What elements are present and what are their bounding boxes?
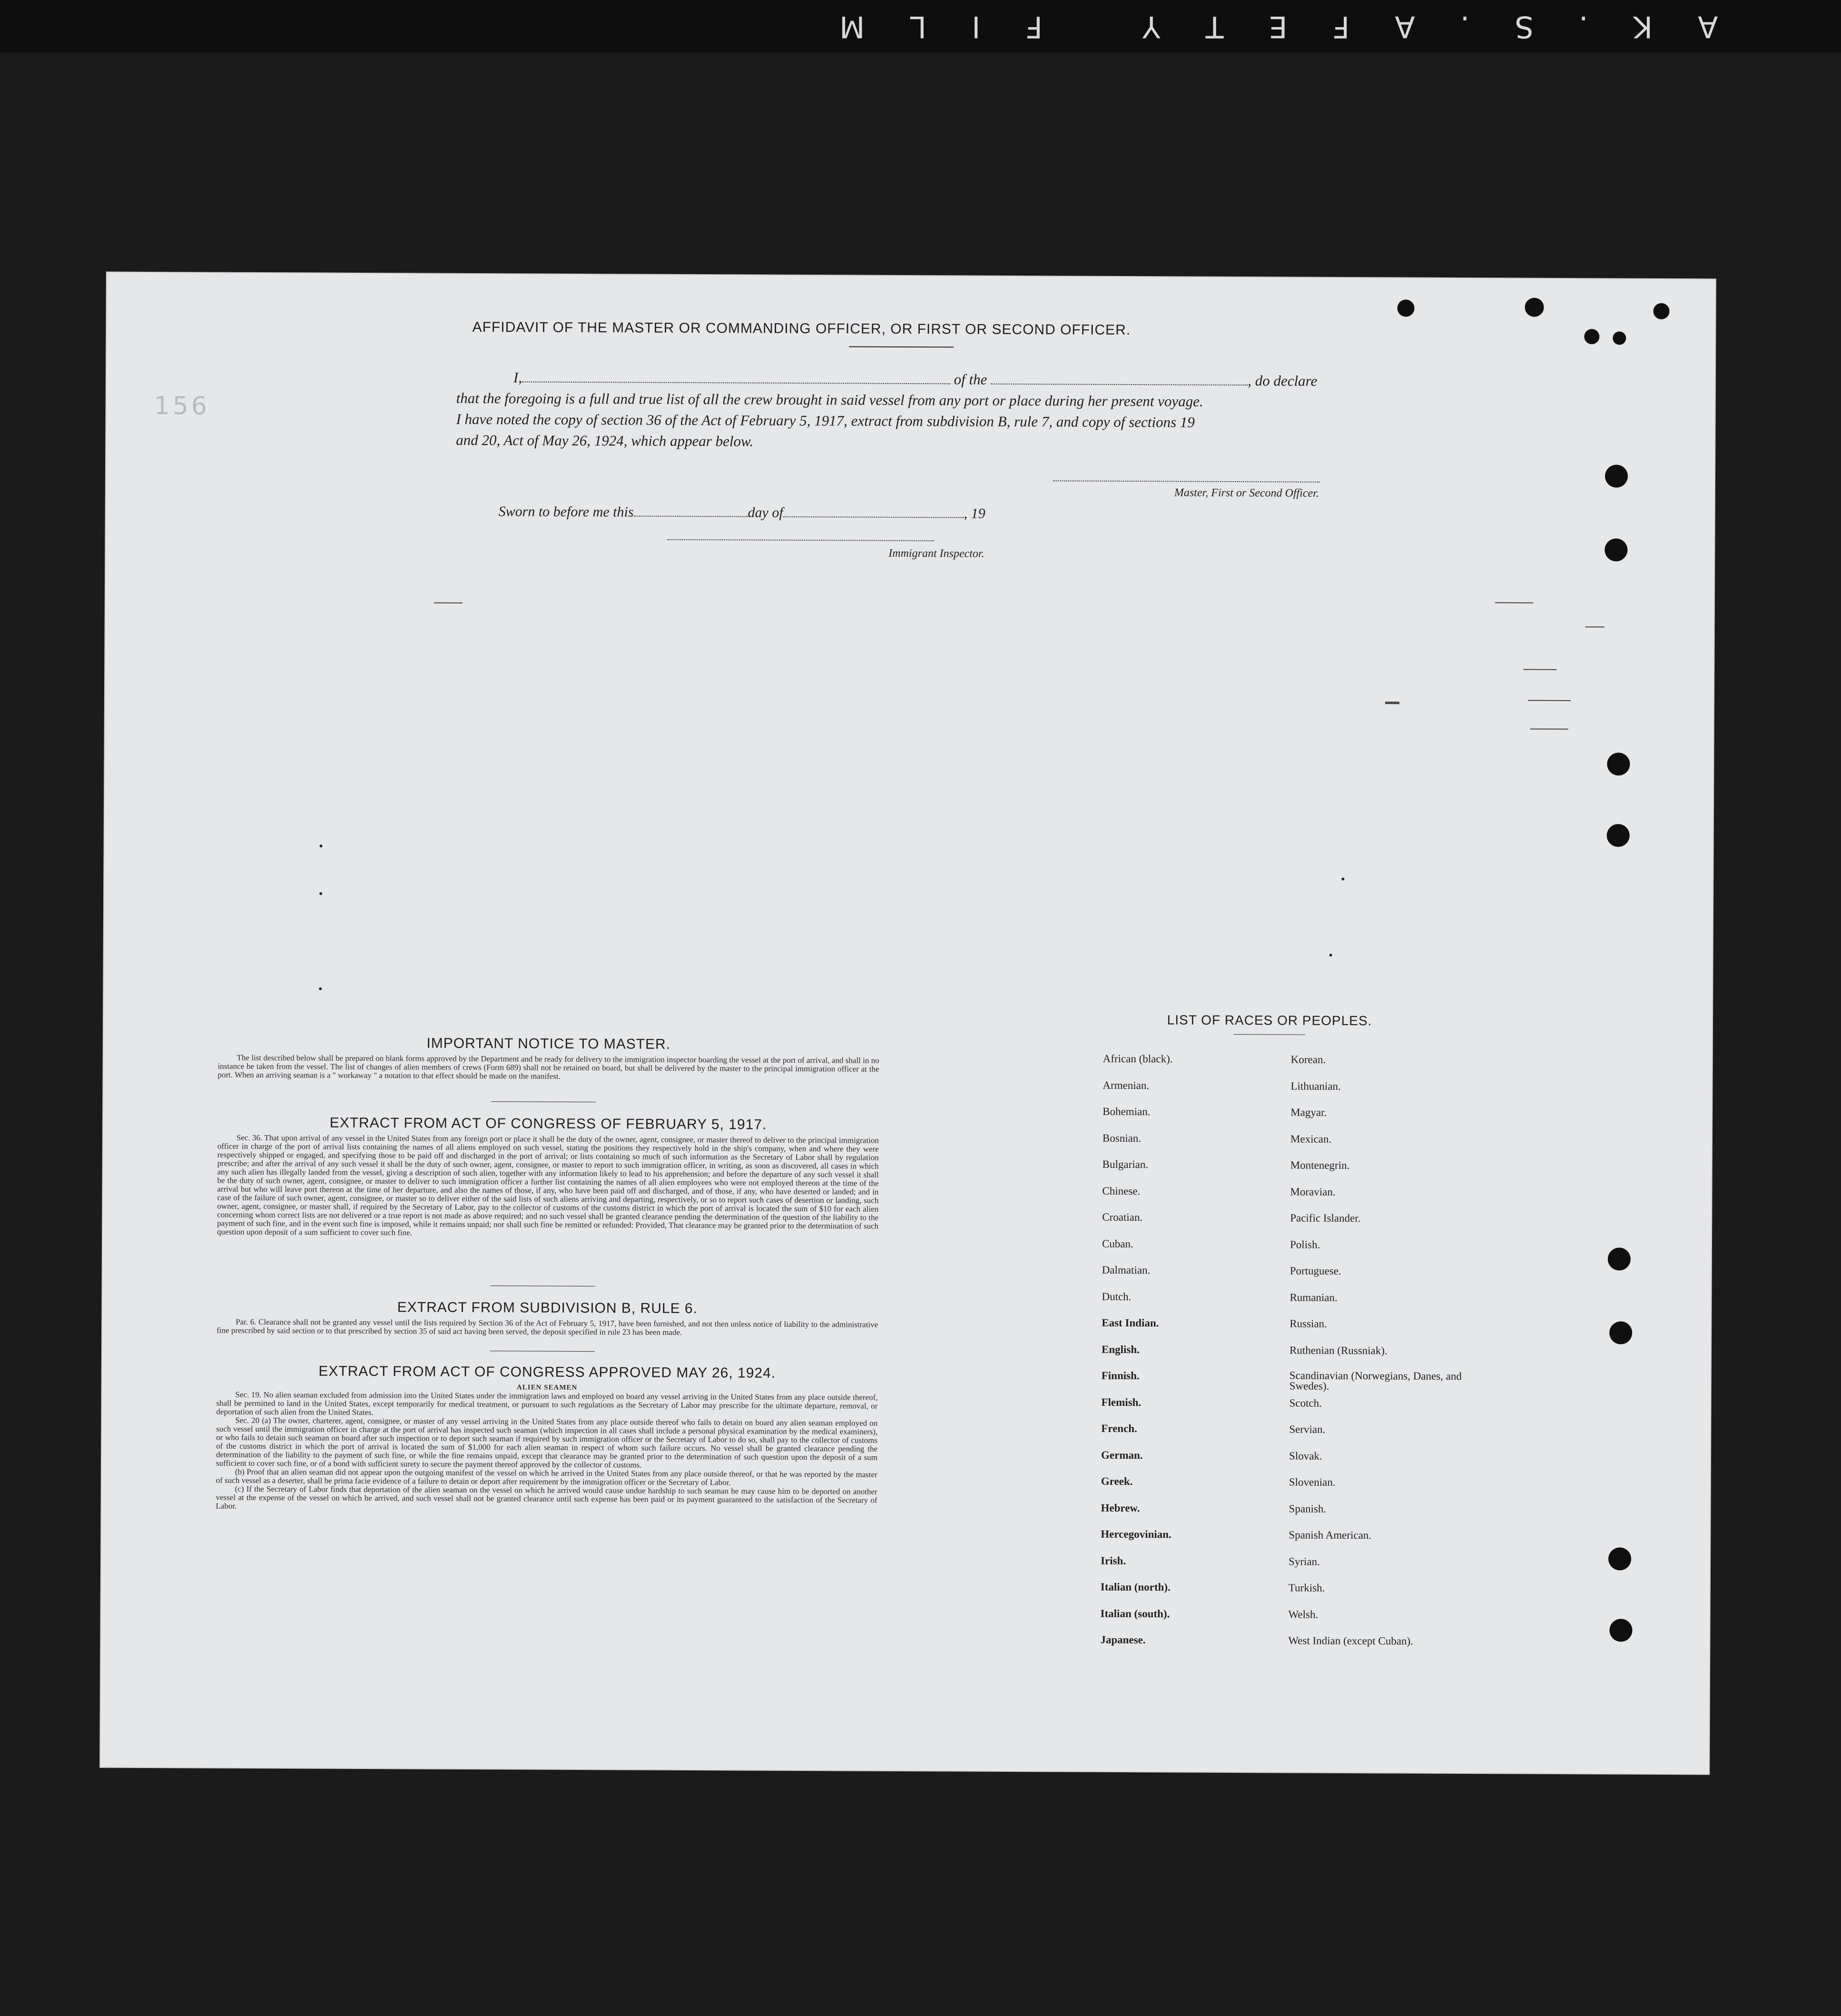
punch-hole bbox=[1525, 298, 1544, 317]
race-item: West Indian (except Cuban). bbox=[1288, 1634, 1413, 1647]
race-item: Croatian. bbox=[1102, 1211, 1143, 1224]
race-item: Dutch. bbox=[1102, 1290, 1132, 1303]
race-item: Montenegrin. bbox=[1290, 1159, 1350, 1172]
affidavit-line-4: and 20, Act of May 26, 1924, which appear below. bbox=[456, 431, 754, 450]
race-item: Slovenian. bbox=[1289, 1476, 1336, 1488]
title-underline bbox=[849, 346, 954, 347]
extract-rule6-text bbox=[217, 1318, 878, 1338]
section-divider bbox=[491, 1101, 596, 1102]
races-title: LIST OF RACES OR PEOPLES. bbox=[1167, 1012, 1372, 1028]
race-item: East Indian. bbox=[1102, 1316, 1159, 1329]
extract-rule6-title: EXTRACT FROM SUBDIVISION B, RULE 6. bbox=[397, 1299, 698, 1317]
film-edge-strip bbox=[0, 0, 1841, 52]
extract-1917-paragraph: Sec. 36. That upon arrival of any vessel in the United States from any foreign port or place it shall be the duty of the owner, agent, consignee, or master thereof to deliver to the principal immigration officer in charge of the port of arrival lists containing the names of all aliens employed on such vessel, stating the positions they respectively hold in the ship's company, when and where they were respectively shipped or engaged, and specifying those to be paid off and discharged in the port of arrival; or lists containing so much of such information as the Secretary of Labor shall by regulation prescribe; and after the arrival of any such vessel it shall be the duty of such owner, agent, consignee, or master to report to such immigration officer, in writing, as soon as discovered, all cases in which any such alien has illegally landed from the vessel, giving a description of such alien, together with any information likely to lead to his apprehension; and before the departure of any such vessel it shall be the duty of such owner, agent, consignee, or master to deliver to such immigration officer a further list containing the names of all alien employees who were not employed thereon at the time of the arrival but who will leave port thereon at the time of her departure, and also the names of those, if any, who have been paid off and discharged, and of those, if any, who have deserted or landed; and in case of the failure of such owner, agent, consignee, or master so to deliver either of the said lists of such aliens arriving and departing, respectively, or so to report such cases of desertion or landing, such owner, agent, consignee, or master shall, if required by the Secretary of Labor, pay to the collector of customs of the customs district in which the port of arrival is located the sum of $10 for each alien concerning whom correct lists are not delivered or a true report is not made as above required; and no such vessel shall be granted clearance pending the determination of the question of the liability to the payment of such fine, and in the event such fine is imposed, while it remains unpaid; nor shall such fine be remitted or refunded: Provided, That clearance may be granted prior to the determination of such question upon deposit of a sum sufficient to cover such fine. bbox=[217, 1133, 879, 1237]
manifest-page bbox=[100, 273, 1715, 1774]
faint-mark bbox=[1523, 669, 1556, 670]
faint-mark bbox=[1530, 729, 1568, 730]
speck bbox=[319, 988, 322, 990]
master-signature-line bbox=[1053, 480, 1319, 482]
race-item: Dalmatian. bbox=[1102, 1264, 1151, 1276]
punch-hole bbox=[1605, 538, 1627, 561]
inspector-signature-label: Immigrant Inspector. bbox=[888, 547, 984, 560]
punch-hole bbox=[1607, 752, 1630, 775]
day-blank bbox=[634, 512, 748, 517]
race-item: Scotch. bbox=[1289, 1397, 1322, 1409]
race-item: German. bbox=[1101, 1449, 1143, 1461]
extract-1917-text bbox=[217, 1134, 879, 1239]
speck bbox=[319, 892, 322, 895]
race-item: Italian (north). bbox=[1100, 1581, 1171, 1593]
extract-1917-title: EXTRACT FROM ACT OF CONGRESS OF FEBRUARY 5, 1917. bbox=[329, 1115, 767, 1133]
punch-hole bbox=[1609, 1619, 1632, 1641]
race-item: Portuguese. bbox=[1290, 1265, 1341, 1277]
races-column-1 bbox=[1100, 1053, 1284, 1661]
sec-20b-paragraph: (b) Proof that an alien seaman did not appear upon the outgoing manifest of the vessel on which he arrived in the United States from any place outside thereof, or that he was reported by the master of such vessel as a deserter, shall be prima facie evidence of a failure to detain or deport after requirement by the immigration officer or the Secretary of Labor. bbox=[216, 1467, 877, 1487]
alien-seamen-subtitle: ALIEN SEAMEN bbox=[516, 1384, 578, 1392]
master-signature-label: Master, First or Second Officer. bbox=[1174, 486, 1319, 500]
sec-20c-paragraph: (c) If the Secretary of Labor finds that deportation of the alien seaman on the vessel on which he arrived would cause undue hardship to such seaman he may cause him to be deported on another vessel at the expense of the vessel on which he arrived, and such vessel shall not be granted clearance until such expense has been paid or its payment guaranteed to the satisfaction of the Secretary of Labor. bbox=[216, 1484, 877, 1511]
punch-hole bbox=[1653, 303, 1669, 319]
race-item: Bohemian. bbox=[1103, 1105, 1151, 1118]
race-item: Lithuanian. bbox=[1290, 1080, 1341, 1092]
speck bbox=[1341, 878, 1344, 880]
speck bbox=[320, 845, 323, 848]
faint-mark bbox=[1528, 700, 1571, 701]
faint-mark bbox=[1495, 602, 1533, 603]
affidavit-line-2: that the foregoing is a full and true list of all the crew brought in said vessel from any port or place during her present voyage. bbox=[456, 389, 1203, 410]
race-item: Pacific Islander. bbox=[1290, 1212, 1361, 1225]
film-edge-text: AK.S.AFETY FILM bbox=[794, 10, 1718, 44]
section-divider bbox=[490, 1351, 595, 1352]
race-item: Welsh. bbox=[1288, 1608, 1319, 1621]
month-blank bbox=[783, 513, 964, 518]
section-divider bbox=[491, 1285, 595, 1286]
name-blank bbox=[522, 377, 950, 384]
races-title-underline bbox=[1234, 1034, 1305, 1035]
punch-hole bbox=[1584, 329, 1599, 344]
notice-paragraph: The list described below shall be prepared on blank forms approved by the Department and be ready for delivery to the immigration inspector boarding the vessel at the port of arrival, and shall in no instance be taken from the vessel. The list of changes of alien members of crews (Form 689) shall not be retained on board, but shall be delivered by the master to the principal immigration officer at the port. When an arriving seaman is a " workaway " a notation to that effect should be made on the manifest. bbox=[217, 1053, 879, 1081]
stamp-number: 156 bbox=[154, 392, 210, 421]
race-item: Slovak. bbox=[1289, 1450, 1322, 1462]
races-column-2 bbox=[1288, 1054, 1481, 1662]
sworn-prefix: Sworn to before me this bbox=[498, 504, 634, 520]
race-item: Russian. bbox=[1290, 1317, 1327, 1330]
race-item: Rumanian. bbox=[1290, 1291, 1338, 1304]
sec-20a-paragraph: Sec. 20 (a) The owner, charterer, agent, consignee, or master of any vessel arriving in the United States from any place outside thereof who fails to detain on board any alien seaman employed on such vessel until the immigration officer in charge at the port of arrival has inspected such seaman (which inspection in all cases shall include a personal physical examination by the medical examiners), or who fails to detain such seaman on board after such inspection or to deport such seaman if required by such immigration officer or the Secretary of Labor to do so, shall pay to the collector of customs of the customs district in which the port of arrival is located the sum of $1,000 for each alien seaman in respect of whom such failure occurs. No vessel shall be granted clearance pending the determination of the liability to the payment of such fine, or while the fine remains unpaid, except that clearance may be granted prior to the determination of such question upon the deposit of a sum sufficient to cover such fine, or of a bond with sufficient surety to secure the payment thereof approved by the collector of customs. bbox=[216, 1415, 878, 1470]
race-item: English. bbox=[1101, 1343, 1140, 1355]
sworn-day-of: day of bbox=[748, 504, 783, 521]
punch-hole bbox=[1605, 464, 1628, 487]
punch-hole bbox=[1397, 299, 1414, 316]
race-item: Chinese. bbox=[1102, 1185, 1141, 1197]
affidavit-prefix: I, bbox=[513, 369, 522, 386]
punch-hole bbox=[1609, 1321, 1632, 1344]
race-item: Spanish. bbox=[1289, 1502, 1327, 1515]
punch-hole bbox=[1608, 1547, 1631, 1570]
notice-title: IMPORTANT NOTICE TO MASTER. bbox=[426, 1035, 671, 1052]
faint-mark bbox=[1585, 626, 1605, 627]
vessel-blank bbox=[991, 380, 1248, 385]
punch-hole bbox=[1607, 824, 1630, 847]
race-item: Armenian. bbox=[1103, 1079, 1150, 1091]
faint-mark bbox=[1385, 702, 1399, 704]
sec-19-paragraph: Sec. 19. No alien seaman excluded from admission into the United States under the immigration laws and employed on board any vessel arriving in the United States from any place outside thereof, shall be permitted to land in the United States, except temporarily for medical treatment, or pursuant to such regulations as the Secretary of Labor may prescribe for the ultimate departure, removal, or deportation of such alien from the United States. bbox=[216, 1390, 878, 1417]
race-item: Hercegovinian. bbox=[1101, 1528, 1172, 1541]
race-item: Bosnian. bbox=[1102, 1132, 1142, 1144]
race-item: French. bbox=[1101, 1422, 1137, 1435]
notice-text bbox=[217, 1054, 879, 1082]
race-item: Bulgarian. bbox=[1102, 1158, 1149, 1171]
race-item: Irish. bbox=[1101, 1554, 1126, 1567]
race-item: Mexican. bbox=[1290, 1133, 1332, 1145]
race-item: Italian (south). bbox=[1100, 1607, 1170, 1620]
race-item: African (black). bbox=[1103, 1052, 1173, 1065]
sworn-year: , 19 bbox=[964, 505, 985, 522]
extract-1924-title: EXTRACT FROM ACT OF CONGRESS APPROVED MAY 26, 1924. bbox=[318, 1363, 776, 1381]
race-item: Ruthenian (Russniak). bbox=[1289, 1344, 1388, 1356]
race-item: Moravian. bbox=[1290, 1186, 1336, 1198]
affidavit-text bbox=[456, 367, 1351, 455]
affidavit-title: AFFIDAVIT OF THE MASTER OR COMMANDING OFFICER, OR FIRST OR SECOND OFFICER. bbox=[472, 319, 1131, 338]
sworn-line bbox=[499, 504, 985, 522]
affidavit-declare: , do declare bbox=[1248, 372, 1318, 389]
race-item: Servian. bbox=[1289, 1423, 1326, 1435]
affidavit-line-3: I have noted the copy of section 36 of the Act of February 5, 1917, extract from subdivision B, rule 7, and copy of sections 19 bbox=[456, 410, 1195, 431]
race-item: Hebrew. bbox=[1101, 1502, 1140, 1514]
race-item: Japanese. bbox=[1100, 1633, 1146, 1646]
race-item: Spanish American. bbox=[1289, 1529, 1372, 1542]
race-item: Finnish. bbox=[1101, 1369, 1140, 1382]
speck bbox=[1329, 954, 1332, 957]
punch-hole bbox=[1613, 331, 1626, 345]
race-item: Greek. bbox=[1101, 1475, 1133, 1488]
race-item: Korean. bbox=[1290, 1053, 1326, 1066]
punch-hole bbox=[1608, 1247, 1631, 1270]
race-item: Flemish. bbox=[1101, 1396, 1142, 1408]
race-item: Magyar. bbox=[1290, 1106, 1327, 1118]
race-item: Turkish. bbox=[1288, 1581, 1325, 1594]
affidavit-of-the: of the bbox=[954, 371, 987, 388]
extract-1924-text bbox=[216, 1382, 878, 1513]
race-item: Polish. bbox=[1290, 1238, 1320, 1251]
race-item: Scandinavian (Norwegians, Danes, and Swedes). bbox=[1289, 1369, 1462, 1392]
race-item: Cuban. bbox=[1102, 1237, 1133, 1250]
inspector-signature-line bbox=[667, 539, 934, 541]
race-item: Syrian. bbox=[1289, 1555, 1320, 1568]
extract-rule6-paragraph: Par. 6. Clearance shall not be granted any vessel until the lists required by Section 36 of the Act of February 5, 1917, have been furnished, and not then unless notice of liability to the administrative fine prescribed by said section or to that prescribed by section 35 of said act having been served, the deposit specified in rule 23 has been made. bbox=[217, 1317, 878, 1337]
